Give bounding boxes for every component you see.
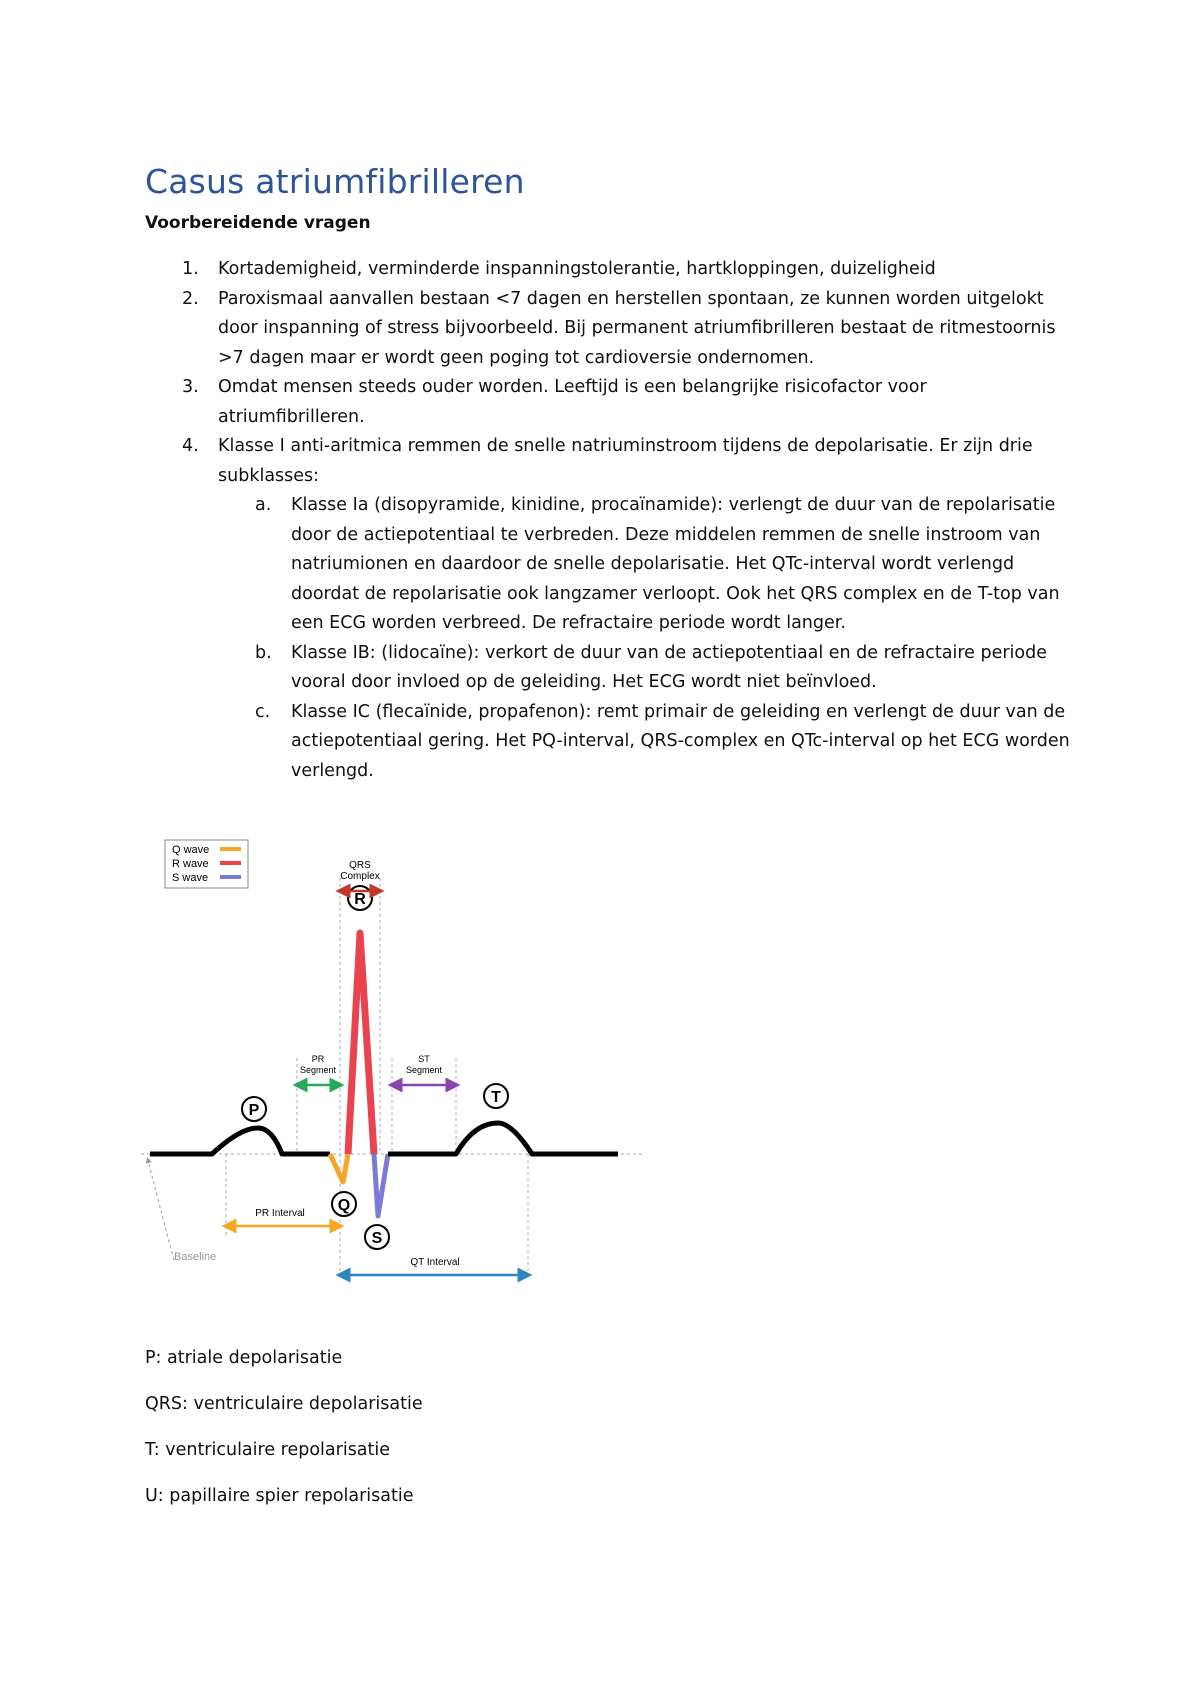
wave-label-p	[242, 1097, 266, 1121]
svg-text:P: P	[248, 1102, 260, 1119]
sub-list-item	[218, 639, 1075, 698]
qt-interval-label: QT Interval	[410, 1257, 460, 1268]
wave-label-q	[332, 1192, 356, 1216]
qrs-complex-label: QRS	[349, 860, 371, 871]
wave-definitions	[145, 1346, 423, 1530]
list-number: 2.	[182, 288, 199, 309]
sub-list-item	[218, 698, 1075, 787]
pr-segment-label-2: Segment	[299, 1065, 337, 1075]
list-item	[145, 285, 1075, 374]
list-item	[145, 255, 1075, 285]
definition-qrs: QRS: ventriculaire depolarisatie	[145, 1394, 423, 1414]
ecg-diagram	[140, 838, 650, 1298]
question-list	[145, 255, 1075, 786]
list-text: Omdat mensen steeds ouder worden. Leeftijd is een belangrijke risicofactor voor atriumfibrilleren.	[218, 377, 927, 427]
sub-list-text: Klasse IC (flecaïnide, propafenon): remt primair de geleiding en verlengt de duur van de actiepotentiaal gering. Het PQ-interval, QRS-complex en QTc-interval op het ECG worden verlengd.	[291, 701, 1070, 781]
list-number: 4.	[182, 436, 199, 456]
sub-list-letter: a.	[255, 495, 272, 515]
svg-text:S: S	[371, 1230, 383, 1247]
list-item	[145, 373, 1075, 432]
guide-lines	[140, 878, 645, 1278]
definition-p: P: atriale depolarisatie	[145, 1348, 343, 1368]
wave-label-s	[365, 1225, 389, 1249]
st-segment-label: ST	[418, 1054, 430, 1064]
list-number: 3.	[182, 377, 199, 397]
definition-u: U: papillaire spier repolarisatie	[145, 1486, 414, 1506]
list-item	[145, 432, 1075, 786]
st-segment-label-2: Segment	[405, 1065, 443, 1075]
svg-text:T: T	[491, 1089, 501, 1106]
list-number: 1.	[182, 259, 199, 279]
svg-text:Q: Q	[337, 1197, 351, 1214]
ecg-diagram-svg	[140, 838, 650, 1298]
document-title: Casus atriumfibrilleren	[145, 162, 525, 201]
pr-segment-label: PR	[311, 1054, 325, 1064]
definition-t: T: ventriculaire repolarisatie	[145, 1440, 391, 1460]
list-text: Klasse I anti-aritmica remmen de snelle natriuminstroom tijdens de depolarisatie. Er zijn drie subklasses:	[218, 436, 1033, 486]
wave-label-r	[348, 886, 372, 910]
sub-list-item	[218, 491, 1075, 639]
pr-interval-label: PR Interval	[255, 1208, 305, 1219]
sub-list-letter: c.	[255, 701, 271, 722]
svg-text:R: R	[354, 891, 366, 908]
wave-label-t	[484, 1084, 508, 1108]
qrs-complex-label-2: Complex	[340, 871, 380, 882]
legend-s-label: S wave	[172, 872, 209, 884]
q-wave-trace	[330, 1154, 348, 1182]
legend-q-label: Q wave	[172, 844, 210, 856]
baseline-arrow	[148, 1160, 174, 1260]
list-text: Paroxismaal aanvallen bestaan <7 dagen en herstellen spontaan, ze kunnen worden uitgelokt door inspanning of stress bijvoorbeeld. Bij permanent atriumfibrilleren bestaat de ritmestoornis >7 dagen maar er wordt geen poging tot cardioversie ondernomen.	[218, 288, 1056, 368]
s-wave-trace	[374, 1154, 388, 1216]
sub-list-text: Klasse IB: (lidocaïne): verkort de duur van de actiepotentiaal en de refractaire periode vooral door invloed op de geleiding. Het ECG wordt niet beïnvloed.	[291, 642, 1047, 692]
list-text: Kortademigheid, verminderde inspanningstolerantie, hartkloppingen, duizeligheid	[218, 259, 936, 279]
sub-list	[218, 491, 1075, 786]
baseline-label: Baseline	[174, 1251, 217, 1263]
sub-list-text: Klasse Ia (disopyramide, kinidine, procaïnamide): verlengt de duur van de repolarisatie door de actiepotentiaal te verbreden. Deze middelen remmen de snelle instroom van natriumionen en daardoor de snelle depolarisatie. Het QTc-interval wordt verlengd doordat de repolarisatie ook langzamer verloopt. Ook het QRS complex en de T-top van een ECG worden verbreed. De refractaire periode wordt langer.	[291, 495, 1060, 633]
legend	[165, 840, 248, 888]
sub-list-letter: b.	[255, 642, 272, 663]
ecg-trace-p	[150, 1128, 330, 1154]
legend-r-label: R wave	[172, 858, 209, 870]
ecg-trace-t	[388, 1123, 618, 1154]
section-subtitle: Voorbereidende vragen	[145, 213, 371, 233]
r-wave-trace	[348, 933, 374, 1154]
